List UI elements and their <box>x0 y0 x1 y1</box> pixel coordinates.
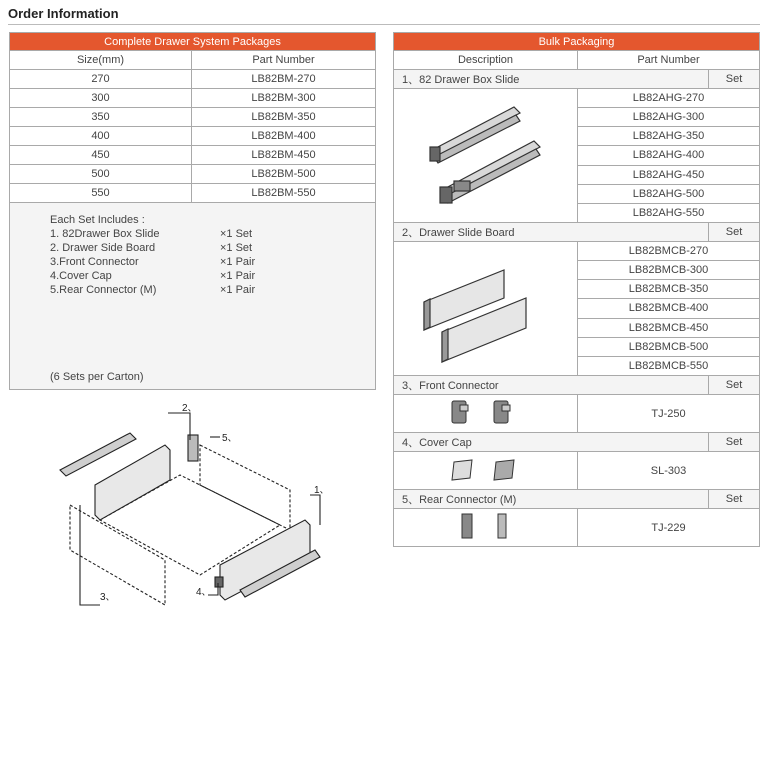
diagram-label: 3、 <box>100 592 116 603</box>
part-cell: LB82BMCB-450 <box>578 318 760 337</box>
item-name: 4.Cover Cap <box>50 270 112 282</box>
item-qty: ×1 Pair <box>220 284 256 296</box>
section-unit: Set <box>709 490 760 509</box>
assembly-diagram <box>40 395 340 615</box>
part-cell: LB82BM-270 <box>192 70 376 89</box>
size-cell: 350 <box>10 108 192 127</box>
left-side-board <box>95 445 170 520</box>
part-cell: LB82BM-400 <box>192 127 376 146</box>
section-unit: Set <box>709 433 760 452</box>
carton-note: (6 Sets per Carton) <box>50 371 144 383</box>
section-name: 5、Rear Connector (M) <box>394 490 709 509</box>
set-contents-cell <box>10 203 376 390</box>
size-cell: 270 <box>10 70 192 89</box>
table-row <box>10 165 376 184</box>
part-cell: LB82BMCB-300 <box>578 261 760 280</box>
part-cell: LB82AHG-350 <box>578 127 760 146</box>
item-name: 5.Rear Connector (M) <box>50 284 157 296</box>
leader-line <box>168 413 190 440</box>
section-name: 1、82 Drawer Box Slide <box>394 70 709 89</box>
list-item <box>50 241 255 255</box>
list-item <box>50 269 255 283</box>
drawer-slide-illustration <box>394 89 577 219</box>
item-name: 3.Front Connector <box>50 256 139 268</box>
section-row <box>394 490 760 509</box>
part-cell: LB82AHG-300 <box>578 108 760 127</box>
bulk-packaging-table <box>393 32 760 547</box>
cover-cap-image <box>394 452 578 490</box>
diagram-label: 5、 <box>222 433 238 444</box>
table-row <box>10 70 376 89</box>
part-cell: LB82BMCB-500 <box>578 337 760 356</box>
section-row <box>394 223 760 242</box>
part-cell: SL-303 <box>578 452 760 490</box>
section-unit: Set <box>709 223 760 242</box>
front-connector <box>215 577 223 587</box>
table-row <box>10 184 376 203</box>
includes-title: Each Set Includes : <box>50 214 145 226</box>
list-item <box>50 227 255 241</box>
section-name: 2、Drawer Slide Board <box>394 223 709 242</box>
diagram-label: 2、 <box>182 403 198 414</box>
part-cell: LB82AHG-450 <box>578 165 760 184</box>
rear-connector-illustration <box>394 509 577 543</box>
front-connector-image <box>394 395 578 433</box>
size-cell: 500 <box>10 165 192 184</box>
page-title: Order Information <box>8 6 119 21</box>
item-name: 1. 82Drawer Box Slide <box>50 228 160 240</box>
part-cell: LB82BM-550 <box>192 184 376 203</box>
item-qty: ×1 Set <box>220 242 253 254</box>
part-cell: LB82AHG-270 <box>578 89 760 108</box>
table-row <box>10 127 376 146</box>
part-cell: LB82BMCB-350 <box>578 280 760 299</box>
table-row <box>10 89 376 108</box>
section-row <box>394 376 760 395</box>
title-divider <box>8 24 760 25</box>
side-board-illustration <box>394 242 577 372</box>
back-panel <box>200 445 290 530</box>
drawer-side-board-image <box>394 242 578 376</box>
front-connector-illustration <box>394 395 577 429</box>
front-panel <box>70 505 165 605</box>
size-cell: 400 <box>10 127 192 146</box>
part-cell: LB82BM-350 <box>192 108 376 127</box>
item-qty: ×1 Pair <box>220 256 256 268</box>
complete-packages-header: Complete Drawer System Packages <box>10 33 376 51</box>
size-cell: 300 <box>10 89 192 108</box>
part-cell: LB82BMCB-400 <box>578 299 760 318</box>
description-column-header: Description <box>394 51 578 70</box>
diagram-label: 1、 <box>314 485 330 496</box>
section-row <box>394 70 760 89</box>
complete-packages-table <box>9 32 376 390</box>
section-unit: Set <box>709 376 760 395</box>
section-name: 4、Cover Cap <box>394 433 709 452</box>
list-item <box>50 283 255 297</box>
size-column-header: Size(mm) <box>10 51 192 70</box>
leader-line <box>310 495 320 525</box>
set-contents <box>50 213 255 297</box>
section-name: 3、Front Connector <box>394 376 709 395</box>
item-qty: ×1 Pair <box>220 270 256 282</box>
part-cell: TJ-250 <box>578 395 760 433</box>
bulk-packaging-header: Bulk Packaging <box>394 33 760 51</box>
part-cell: LB82AHG-400 <box>578 146 760 165</box>
size-cell: 550 <box>10 184 192 203</box>
part-number-column-header: Part Number <box>578 51 760 70</box>
rear-connector-image <box>394 509 578 547</box>
table-row <box>10 108 376 127</box>
part-cell: LB82BM-300 <box>192 89 376 108</box>
list-item <box>50 255 255 269</box>
diagram-label: 4、 <box>196 587 212 598</box>
cover-cap-illustration <box>394 452 577 486</box>
part-cell: LB82AHG-500 <box>578 184 760 203</box>
part-cell: LB82BM-500 <box>192 165 376 184</box>
part-cell: LB82BMCB-270 <box>578 242 760 261</box>
item-qty: ×1 Set <box>220 228 253 240</box>
item-name: 2. Drawer Side Board <box>50 242 156 254</box>
size-cell: 450 <box>10 146 192 165</box>
section-row <box>394 433 760 452</box>
table-row <box>10 146 376 165</box>
part-number-column-header: Part Number <box>192 51 376 70</box>
section-unit: Set <box>709 70 760 89</box>
part-cell: LB82BM-450 <box>192 146 376 165</box>
part-cell: LB82BMCB-550 <box>578 356 760 375</box>
part-cell: LB82AHG-550 <box>578 203 760 222</box>
part-cell: TJ-229 <box>578 509 760 547</box>
drawer-box-slide-image <box>394 89 578 223</box>
